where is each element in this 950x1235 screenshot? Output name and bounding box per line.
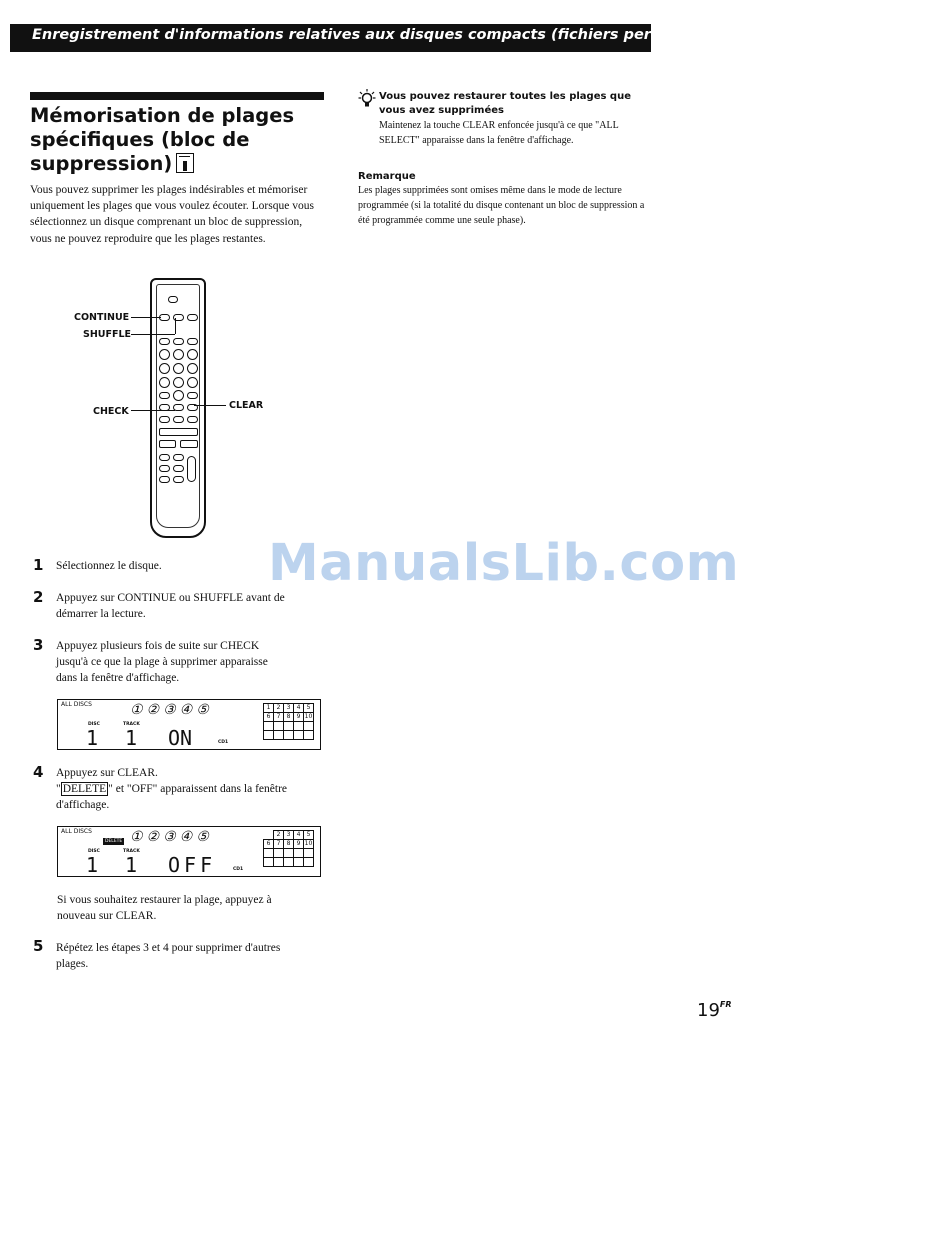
intro-paragraph: Vous pouvez supprimer les plages indésirables et mémoriser uniquement les plages que vous voulez écouter. Lorsque vous sélectionnez un disque comprenant un bloc de suppression, vous ne pouvez reproduire que les plages restantes. [30, 184, 314, 245]
step-number: 1 [33, 556, 44, 574]
key-icon [159, 392, 170, 399]
step-number: 5 [33, 937, 44, 955]
all-discs-label: ALL DISCS [61, 828, 92, 835]
lightbulb-icon [358, 88, 376, 110]
page-language-suffix: FR [719, 1000, 732, 1009]
disc-label: DISC [88, 849, 100, 854]
step-4-note-line-1: Si vous souhaitez restaurer la plage, appuyez à [57, 894, 272, 906]
track-label: TRACK [123, 722, 140, 727]
key-icon [173, 476, 184, 483]
disc-value: 1 [86, 853, 99, 877]
number-key-icon [187, 349, 198, 360]
number-key-icon [159, 377, 170, 388]
step-4-line-3: d'affichage. [56, 799, 110, 812]
play-button-icon [159, 428, 198, 436]
step-4-note-line-2: nouveau sur CLEAR. [57, 910, 157, 923]
key-icon [173, 416, 184, 423]
key-icon [159, 454, 170, 461]
number-key-icon [173, 377, 184, 388]
number-key-icon [187, 377, 198, 388]
step-3-line-3: dans la fenêtre d'affichage. [56, 672, 180, 685]
track-value: 1 [125, 726, 138, 750]
label-shuffle: SHUFFLE [83, 329, 132, 340]
volume-rocker-icon [187, 456, 196, 482]
key-icon [173, 465, 184, 472]
page-number-value: 19 [697, 1000, 720, 1021]
disc-value: 1 [86, 726, 99, 750]
lcd-display-on [57, 699, 321, 750]
disc-label: DISC [88, 722, 100, 727]
power-button-icon [168, 296, 178, 303]
tip-heading: Vous pouvez restaurer toutes les plages que vous avez supprimées [379, 91, 631, 116]
number-key-icon [187, 363, 198, 374]
track-value: 1 [125, 853, 138, 877]
step-number: 3 [33, 636, 44, 654]
number-key-icon [173, 390, 184, 401]
program-button-icon [187, 314, 198, 321]
key-icon [159, 465, 170, 472]
number-key-icon [173, 363, 184, 374]
label-check: CHECK [93, 406, 129, 417]
remarque-heading: Remarque [358, 171, 416, 182]
status-value: ON [168, 726, 193, 750]
remarque-body: Les plages supprimées sont omises même dans le mode de lecture programmée (si la totalité du disque contenant un bloc de suppression a été programmée comme une seule phase). [358, 185, 645, 226]
step-5-line-2: plages. [56, 958, 89, 971]
track-grid: 1 2 3 4 5 6 7 8 9 10 [263, 703, 314, 740]
status-value: OFF [168, 853, 217, 877]
number-key-icon [159, 363, 170, 374]
quote-open: " [56, 783, 61, 796]
step-3-line-2: jusqu'à ce que la plage à supprimer apparaisse [56, 656, 268, 669]
disc-indicators: ①②③④⑤ [130, 702, 213, 718]
key-icon [159, 476, 170, 483]
step-number: 2 [33, 588, 44, 606]
key-icon [173, 338, 184, 345]
cd-label: CD1 [233, 867, 244, 872]
step-5-line-1: Répétez les étapes 3 et 4 pour supprimer d'autres [56, 942, 281, 954]
step-2-line-1: Appuyez sur CONTINUE ou SHUFFLE avant de [56, 592, 285, 604]
cd-label: CD1 [218, 740, 229, 745]
stop-button-icon [180, 440, 198, 448]
delete-tag: DELETE [105, 839, 123, 844]
chapter-banner: Enregistrement d'informations relatives aux disques compacts (fichiers personnalisés) [10, 24, 651, 52]
remote-only-icon [176, 153, 194, 173]
label-clear: CLEAR [229, 400, 264, 411]
section-title [30, 104, 330, 176]
tip-body: Maintenez la touche CLEAR enfoncée jusqu'à ce que "ALL SELECT" apparaisse dans la fenêtre d'affichage. [379, 120, 619, 146]
number-key-icon [173, 349, 184, 360]
section-rule [30, 92, 324, 100]
step-4-line-1: Appuyez sur CLEAR. [56, 767, 158, 779]
key-icon [187, 392, 198, 399]
title-line-1: Mémorisation de plages [30, 104, 295, 127]
step-2-line-2: démarrer la lecture. [56, 608, 146, 621]
delete-indicator: DELETE [62, 783, 107, 796]
key-icon [187, 416, 198, 423]
key-icon [159, 338, 170, 345]
key-icon [187, 338, 198, 345]
key-icon [173, 454, 184, 461]
disc-indicators: ①②③④⑤ [130, 829, 213, 845]
remote-illustration [70, 276, 280, 544]
number-key-icon [159, 349, 170, 360]
pause-button-icon [159, 440, 176, 448]
watermark: ManualsLib.com [268, 534, 740, 593]
step-number: 4 [33, 763, 44, 781]
all-discs-label: ALL DISCS [61, 701, 92, 708]
step-1-text: Sélectionnez le disque. [56, 560, 162, 572]
key-icon [159, 416, 170, 423]
lcd-display-off [57, 826, 321, 877]
title-line-2: spécifiques (bloc de [30, 128, 250, 151]
page-number [697, 1000, 732, 1021]
label-continue: CONTINUE [74, 312, 130, 323]
track-grid: 2 3 4 5 6 7 8 9 10 [263, 830, 314, 867]
step-4-line-2: " et "OFF" apparaissent dans la fenêtre [108, 783, 288, 796]
step-3-line-1: Appuyez plusieurs fois de suite sur CHECK [56, 640, 260, 652]
title-line-3: suppression) [30, 152, 173, 175]
track-label: TRACK [123, 849, 140, 854]
